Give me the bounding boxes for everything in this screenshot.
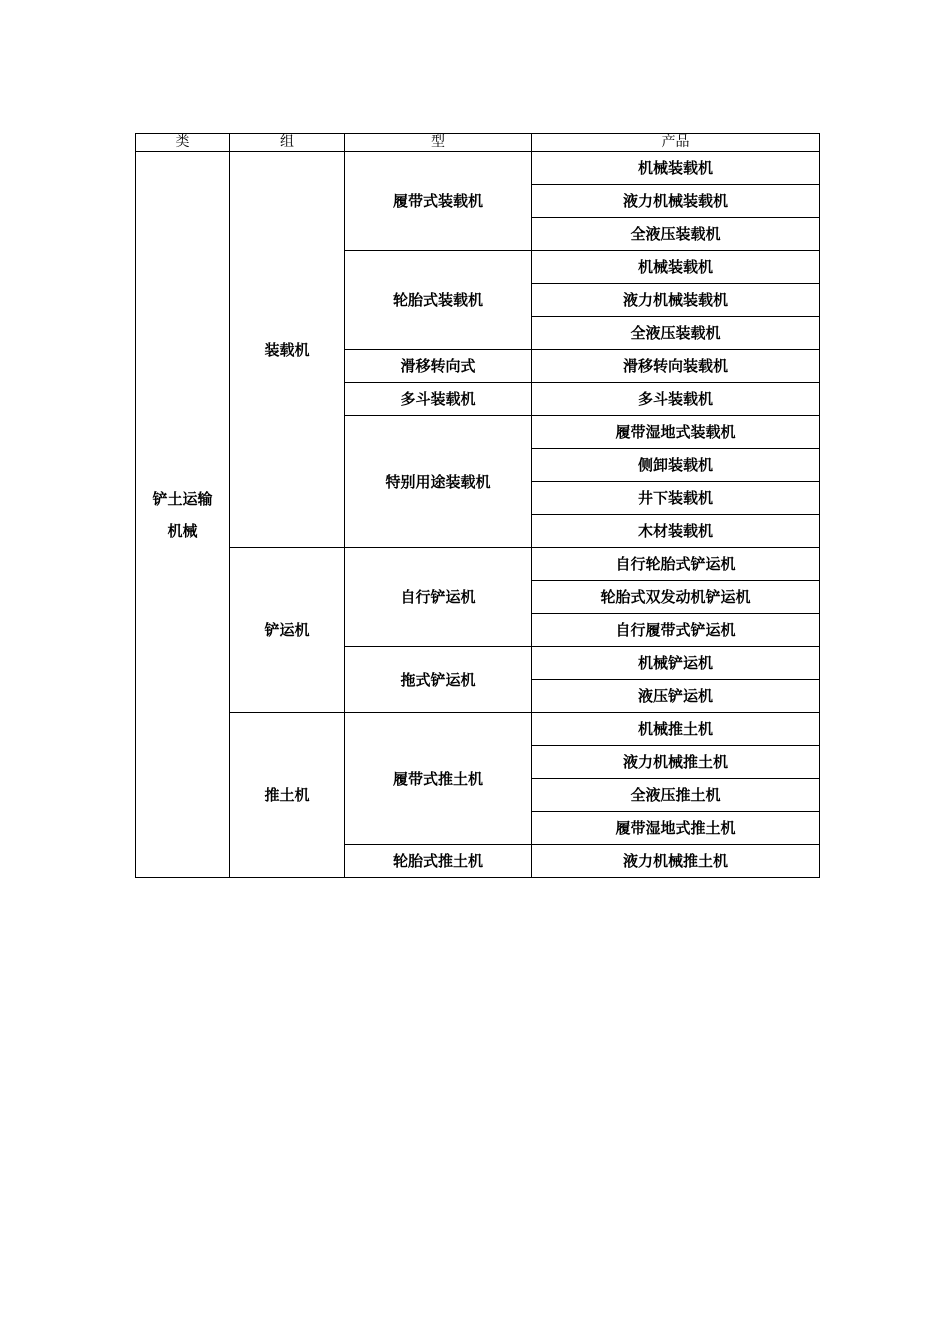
type-cell: 自行铲运机 <box>345 548 532 647</box>
group-cell: 装载机 <box>230 152 345 548</box>
type-cell: 滑移转向式 <box>345 350 532 383</box>
product-cell: 木材装载机 <box>532 515 820 548</box>
product-cell: 滑移转向装载机 <box>532 350 820 383</box>
type-cell: 轮胎式推土机 <box>345 845 532 878</box>
product-cell: 液压铲运机 <box>532 680 820 713</box>
type-cell: 拖式铲运机 <box>345 647 532 713</box>
product-cell: 液力机械装载机 <box>532 185 820 218</box>
header-row <box>136 134 820 152</box>
product-cell: 液力机械推土机 <box>532 746 820 779</box>
header-type: 型 <box>345 134 532 152</box>
product-cell: 机械装载机 <box>532 251 820 284</box>
group-cell: 推土机 <box>230 713 345 878</box>
type-cell: 履带式装载机 <box>345 152 532 251</box>
type-cell: 多斗装载机 <box>345 383 532 416</box>
table-body <box>136 152 820 878</box>
header-product: 产品 <box>532 134 820 152</box>
type-cell: 特别用途装载机 <box>345 416 532 548</box>
product-cell: 全液压装载机 <box>532 218 820 251</box>
product-cell: 自行履带式铲运机 <box>532 614 820 647</box>
product-cell: 液力机械装载机 <box>532 284 820 317</box>
type-cell: 履带式推土机 <box>345 713 532 845</box>
category-label: 铲土运输机械 <box>152 489 213 540</box>
table-row <box>136 713 820 746</box>
product-cell: 自行轮胎式铲运机 <box>532 548 820 581</box>
table-row <box>136 548 820 581</box>
product-cell: 机械推土机 <box>532 713 820 746</box>
header-category: 类 <box>136 134 230 152</box>
product-cell: 侧卸装载机 <box>532 449 820 482</box>
product-cell: 多斗装载机 <box>532 383 820 416</box>
header-group: 组 <box>230 134 345 152</box>
product-cell: 履带湿地式推土机 <box>532 812 820 845</box>
product-cell: 机械装载机 <box>532 152 820 185</box>
product-cell: 轮胎式双发动机铲运机 <box>532 581 820 614</box>
product-cell: 机械铲运机 <box>532 647 820 680</box>
table-row <box>136 152 820 185</box>
type-cell: 轮胎式装载机 <box>345 251 532 350</box>
product-cell: 井下装载机 <box>532 482 820 515</box>
machinery-classification-table <box>135 133 820 878</box>
group-cell: 铲运机 <box>230 548 345 713</box>
product-cell: 履带湿地式装载机 <box>532 416 820 449</box>
category-cell <box>136 152 230 878</box>
product-cell: 全液压装载机 <box>532 317 820 350</box>
product-cell: 液力机械推土机 <box>532 845 820 878</box>
product-cell: 全液压推土机 <box>532 779 820 812</box>
